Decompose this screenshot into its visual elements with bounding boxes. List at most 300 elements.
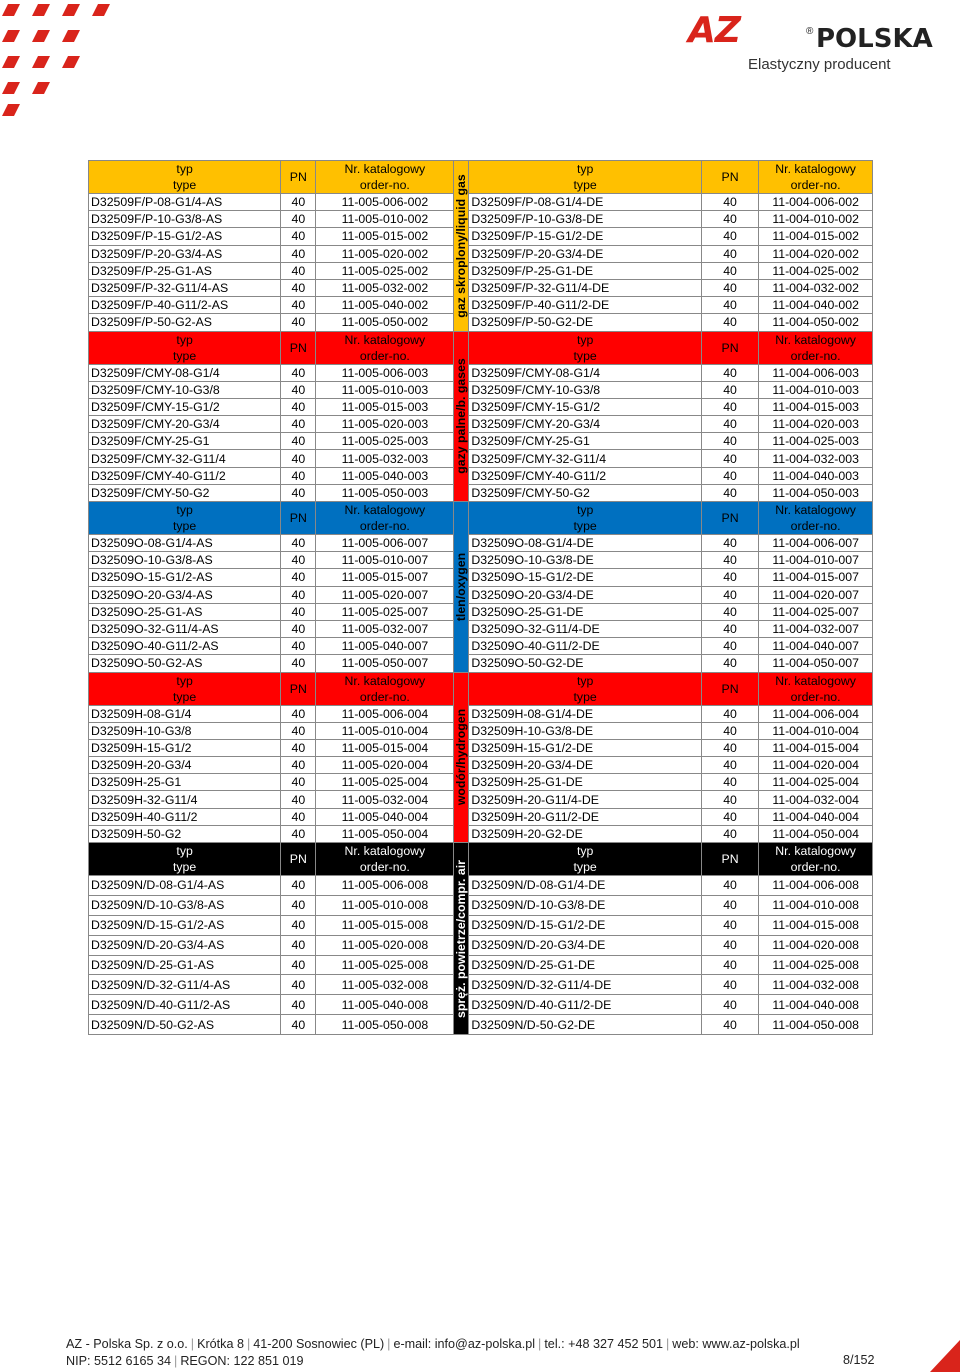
cell-order-no: 11-004-015-008 — [759, 915, 873, 935]
header-line: type — [172, 348, 197, 363]
header-pn — [701, 161, 758, 194]
header-order-no — [316, 843, 454, 876]
cell-pn: 40 — [701, 381, 758, 398]
cell-order-no: 11-004-050-008 — [759, 1015, 873, 1035]
header-order-no — [759, 843, 873, 876]
cell-order-no: 11-005-015-002 — [316, 228, 454, 245]
cell-pn: 40 — [281, 638, 316, 655]
cell-pn: 40 — [281, 915, 316, 935]
cell-type: D32509F/P-32-G11/4-AS — [89, 279, 281, 296]
side-label-text: spręż. powietrze/compr. air — [454, 859, 469, 1018]
cell-pn: 40 — [281, 569, 316, 586]
header-line: typ — [576, 503, 594, 517]
cell-type: D32509H-15-G1/2-DE — [469, 739, 701, 756]
header-line: order-no. — [359, 519, 410, 533]
table-row — [89, 552, 873, 569]
cell-order-no: 11-004-020-007 — [759, 586, 873, 603]
header-order-no — [759, 502, 873, 535]
page-footer — [66, 1336, 800, 1370]
section-side-label — [454, 843, 469, 1035]
cell-type: D32509O-25-G1-DE — [469, 603, 701, 620]
cell-type: D32509F/CMY-25-G1 — [89, 433, 281, 450]
table-row — [89, 757, 873, 774]
cell-order-no: 11-004-006-003 — [759, 364, 873, 381]
header-line: order-no. — [790, 689, 841, 704]
cell-pn: 40 — [281, 935, 316, 955]
cell-pn: 40 — [281, 586, 316, 603]
cell-order-no: 11-005-006-007 — [316, 535, 454, 552]
cell-order-no: 11-004-050-003 — [759, 484, 873, 501]
header-pn — [701, 843, 758, 876]
cell-type: D32509F/P-08-G1/4-DE — [469, 194, 701, 211]
header-order-no — [316, 331, 454, 364]
table-row — [89, 450, 873, 467]
footer-nip: NIP: 5512 6165 34 — [66, 1354, 172, 1368]
header-line: Nr. katalogowy — [344, 162, 426, 176]
cell-type: D32509O-15-G1/2-AS — [89, 569, 281, 586]
cell-order-no: 11-005-006-002 — [316, 194, 454, 211]
header-type — [469, 161, 701, 194]
cell-order-no: 11-005-040-003 — [316, 467, 454, 484]
cell-pn: 40 — [281, 808, 316, 825]
header-line: type — [573, 348, 597, 363]
cell-type: D32509N/D-20-G3/4-AS — [89, 935, 281, 955]
cell-type: D32509N/D-32-G11/4-DE — [469, 975, 701, 995]
header-type — [469, 502, 701, 535]
cell-order-no: 11-005-025-003 — [316, 433, 454, 450]
cell-type: D32509H-25-G1-DE — [469, 774, 701, 791]
table-row — [89, 808, 873, 825]
cell-pn: 40 — [281, 228, 316, 245]
cell-order-no: 11-005-050-008 — [316, 1015, 454, 1035]
header-line: order-no. — [359, 178, 410, 192]
cell-order-no: 11-005-015-007 — [316, 569, 454, 586]
cell-order-no: 11-004-032-007 — [759, 620, 873, 637]
cell-pn: 40 — [701, 535, 758, 552]
cell-order-no: 11-005-050-002 — [316, 314, 454, 331]
table-row — [89, 262, 873, 279]
header-line: Nr. katalogowy — [344, 503, 426, 517]
cell-pn: 40 — [281, 467, 316, 484]
cell-type: D32509H-08-G1/4-DE — [469, 705, 701, 722]
cell-type: D32509F/CMY-40-G11/2 — [89, 467, 281, 484]
cell-order-no: 11-005-015-008 — [316, 915, 454, 935]
logo-registered-mark: ® — [806, 26, 814, 37]
cell-pn: 40 — [701, 262, 758, 279]
table-row — [89, 433, 873, 450]
cell-pn: 40 — [701, 955, 758, 975]
cell-order-no: 11-004-015-002 — [759, 228, 873, 245]
cell-order-no: 11-004-020-008 — [759, 935, 873, 955]
cell-pn: 40 — [281, 825, 316, 842]
cell-pn: 40 — [701, 297, 758, 314]
header-line: typ — [176, 844, 193, 858]
header-line: Nr. katalogowy — [344, 673, 426, 688]
header-pn — [281, 502, 316, 535]
cell-type: D32509F/CMY-25-G1 — [469, 433, 701, 450]
cell-type: D32509F/CMY-32-G11/4 — [89, 450, 281, 467]
table-row — [89, 655, 873, 672]
cell-order-no: 11-004-010-003 — [759, 381, 873, 398]
table-row — [89, 955, 873, 975]
cell-pn: 40 — [701, 245, 758, 262]
cell-type: D32509F/P-08-G1/4-AS — [89, 194, 281, 211]
header-line: typ — [176, 162, 193, 176]
az-polska-logo — [688, 10, 933, 80]
cell-order-no: 11-004-010-002 — [759, 211, 873, 228]
cell-order-no: 11-004-032-002 — [759, 279, 873, 296]
header-type — [469, 672, 701, 705]
header-order-no — [759, 672, 873, 705]
table-row — [89, 995, 873, 1015]
cell-type: D32509H-50-G2 — [89, 825, 281, 842]
cell-type: D32509H-20-G2-DE — [469, 825, 701, 842]
cell-type: D32509F/P-10-G3/8-DE — [469, 211, 701, 228]
cell-type: D32509F/P-15-G1/2-AS — [89, 228, 281, 245]
cell-type: D32509O-08-G1/4-DE — [469, 535, 701, 552]
table-row — [89, 569, 873, 586]
cell-pn: 40 — [701, 1015, 758, 1035]
cell-type: D32509O-15-G1/2-DE — [469, 569, 701, 586]
cell-pn: 40 — [701, 586, 758, 603]
table-row — [89, 297, 873, 314]
cell-pn: 40 — [281, 552, 316, 569]
cell-order-no: 11-005-010-008 — [316, 895, 454, 915]
cell-order-no: 11-005-040-007 — [316, 638, 454, 655]
table-row — [89, 620, 873, 637]
header-pn — [701, 672, 758, 705]
cell-type: D32509F/CMY-15-G1/2 — [89, 398, 281, 415]
cell-pn: 40 — [281, 620, 316, 637]
cell-order-no: 11-004-032-003 — [759, 450, 873, 467]
cell-type: D32509F/CMY-50-G2 — [469, 484, 701, 501]
header-line: Nr. katalogowy — [775, 162, 856, 176]
cell-type: D32509N/D-08-G1/4-AS — [89, 876, 281, 896]
cell-pn: 40 — [701, 655, 758, 672]
footer-email: e-mail: info@az-polska.pl — [393, 1337, 536, 1351]
header-text: PN — [721, 511, 739, 525]
table-row — [89, 638, 873, 655]
cell-type: D32509F/CMY-32-G11/4 — [469, 450, 701, 467]
header-type — [469, 331, 701, 364]
cell-type: D32509F/P-20-G3/4-DE — [469, 245, 701, 262]
cell-pn: 40 — [281, 876, 316, 896]
cell-type: D32509N/D-15-G1/2-DE — [469, 915, 701, 935]
cell-order-no: 11-004-040-007 — [759, 638, 873, 655]
table-row — [89, 467, 873, 484]
cell-pn: 40 — [701, 279, 758, 296]
cell-pn: 40 — [281, 535, 316, 552]
cell-order-no: 11-005-020-004 — [316, 757, 454, 774]
header-line: Nr. katalogowy — [344, 332, 426, 347]
cell-type: D32509O-32-G11/4-DE — [469, 620, 701, 637]
cell-order-no: 11-005-020-003 — [316, 416, 454, 433]
cell-type: D32509N/D-20-G3/4-DE — [469, 935, 701, 955]
cell-pn: 40 — [701, 975, 758, 995]
cell-pn: 40 — [701, 314, 758, 331]
cell-order-no: 11-004-040-002 — [759, 297, 873, 314]
cell-order-no: 11-005-040-004 — [316, 808, 454, 825]
cell-order-no: 11-004-006-004 — [759, 705, 873, 722]
side-label-text: gaz skroplony/liquid gas — [454, 174, 469, 318]
table-row — [89, 398, 873, 415]
cell-order-no: 11-005-025-004 — [316, 774, 454, 791]
cell-order-no: 11-004-020-004 — [759, 757, 873, 774]
cell-type: D32509F/P-20-G3/4-AS — [89, 245, 281, 262]
header-line: order-no. — [790, 348, 841, 363]
header-line: Nr. katalogowy — [775, 503, 856, 517]
cell-pn: 40 — [281, 245, 316, 262]
table-row — [89, 603, 873, 620]
cell-pn: 40 — [701, 620, 758, 637]
header-line: order-no. — [790, 519, 841, 533]
cell-pn: 40 — [701, 757, 758, 774]
cell-pn: 40 — [701, 569, 758, 586]
cell-pn: 40 — [281, 603, 316, 620]
section-side-label — [454, 502, 469, 673]
header-text: PN — [721, 340, 739, 355]
header-line: typ — [576, 673, 594, 688]
table-row — [89, 895, 873, 915]
header-line: type — [573, 178, 597, 192]
cell-order-no: 11-005-040-008 — [316, 995, 454, 1015]
section-side-label — [454, 161, 469, 332]
table-row — [89, 791, 873, 808]
cell-pn: 40 — [281, 975, 316, 995]
cell-order-no: 11-004-010-004 — [759, 722, 873, 739]
cell-type: D32509N/D-15-G1/2-AS — [89, 915, 281, 935]
header-type — [469, 843, 701, 876]
cell-order-no: 11-004-025-007 — [759, 603, 873, 620]
table-row — [89, 975, 873, 995]
cell-pn: 40 — [701, 935, 758, 955]
catalog-table — [88, 160, 873, 1035]
cell-pn: 40 — [701, 552, 758, 569]
header-pn — [701, 331, 758, 364]
cell-order-no: 11-005-006-004 — [316, 705, 454, 722]
side-label-text: tlen/oxygen — [454, 552, 469, 621]
cell-pn: 40 — [281, 262, 316, 279]
footer-line-2: NIP: 5512 6165 34 | REGON: 122 851 019 — [66, 1354, 304, 1368]
cell-pn: 40 — [701, 638, 758, 655]
cell-pn: 40 — [701, 895, 758, 915]
cell-type: D32509F/P-40-G11/2-DE — [469, 297, 701, 314]
cell-pn: 40 — [281, 398, 316, 415]
cell-order-no: 11-005-050-004 — [316, 825, 454, 842]
cell-type: D32509H-20-G11/4-DE — [469, 791, 701, 808]
header-line: typ — [576, 844, 594, 858]
cell-pn: 40 — [281, 995, 316, 1015]
cell-order-no: 11-004-020-003 — [759, 416, 873, 433]
cell-pn: 40 — [701, 705, 758, 722]
cell-type: D32509F/P-32-G11/4-DE — [469, 279, 701, 296]
cell-type: D32509H-08-G1/4 — [89, 705, 281, 722]
cell-type: D32509H-40-G11/2 — [89, 808, 281, 825]
header-line: type — [172, 519, 197, 533]
header-pn — [281, 161, 316, 194]
header-text: PN — [721, 852, 739, 866]
cell-order-no: 11-005-032-007 — [316, 620, 454, 637]
cell-pn: 40 — [281, 450, 316, 467]
table-row — [89, 279, 873, 296]
cell-pn: 40 — [701, 467, 758, 484]
cell-order-no: 11-004-025-004 — [759, 774, 873, 791]
cell-pn: 40 — [701, 433, 758, 450]
header-line: order-no. — [359, 860, 410, 874]
cell-type: D32509O-10-G3/8-AS — [89, 552, 281, 569]
cell-pn: 40 — [701, 194, 758, 211]
section-header-row — [89, 331, 873, 364]
section-side-label — [454, 331, 469, 502]
cell-pn: 40 — [701, 603, 758, 620]
cell-order-no: 11-004-020-002 — [759, 245, 873, 262]
cell-type: D32509F/P-10-G3/8-AS — [89, 211, 281, 228]
header-line: Nr. katalogowy — [775, 332, 856, 347]
cell-pn: 40 — [701, 808, 758, 825]
cell-type: D32509O-20-G3/4-AS — [89, 586, 281, 603]
cell-pn: 40 — [701, 450, 758, 467]
cell-order-no: 11-005-006-003 — [316, 364, 454, 381]
cell-pn: 40 — [701, 211, 758, 228]
header-line: order-no. — [790, 860, 841, 874]
header-line: order-no. — [359, 348, 410, 363]
cell-pn: 40 — [281, 757, 316, 774]
header-line: type — [573, 689, 597, 704]
header-text: PN — [721, 681, 739, 696]
corner-stripe-icon — [930, 1340, 960, 1372]
logo-tagline: Elastyczny producent — [748, 56, 891, 73]
footer-regon: REGON: 122 851 019 — [180, 1354, 304, 1368]
cell-type: D32509F/P-40-G11/2-AS — [89, 297, 281, 314]
header-type — [89, 672, 281, 705]
table-row — [89, 211, 873, 228]
table-row — [89, 876, 873, 896]
cell-order-no: 11-004-010-007 — [759, 552, 873, 569]
cell-pn: 40 — [701, 915, 758, 935]
cell-pn: 40 — [701, 364, 758, 381]
cell-type: D32509O-40-G11/2-DE — [469, 638, 701, 655]
cell-pn: 40 — [701, 774, 758, 791]
table-row — [89, 935, 873, 955]
header-type — [89, 331, 281, 364]
cell-pn: 40 — [281, 895, 316, 915]
header-text: PN — [721, 170, 739, 184]
cell-pn: 40 — [701, 484, 758, 501]
cell-pn: 40 — [701, 995, 758, 1015]
cell-pn: 40 — [281, 381, 316, 398]
side-label-text: gazy palne/b. gases — [454, 358, 469, 474]
cell-type: D32509O-20-G3/4-DE — [469, 586, 701, 603]
cell-order-no: 11-004-050-004 — [759, 825, 873, 842]
cell-order-no: 11-005-006-008 — [316, 876, 454, 896]
cell-type: D32509O-40-G11/2-AS — [89, 638, 281, 655]
cell-type: D32509N/D-08-G1/4-DE — [469, 876, 701, 896]
footer-city: 41-200 Sosnowiec (PL) — [253, 1337, 385, 1351]
section-header-row — [89, 161, 873, 194]
cell-type: D32509N/D-10-G3/8-AS — [89, 895, 281, 915]
cell-order-no: 11-004-006-002 — [759, 194, 873, 211]
cell-type: D32509H-32-G11/4 — [89, 791, 281, 808]
table-row — [89, 194, 873, 211]
header-line: type — [573, 860, 597, 874]
cell-order-no: 11-005-032-008 — [316, 975, 454, 995]
cell-order-no: 11-004-050-007 — [759, 655, 873, 672]
table-row — [89, 705, 873, 722]
cell-order-no: 11-004-040-003 — [759, 467, 873, 484]
cell-order-no: 11-005-032-003 — [316, 450, 454, 467]
cell-type: D32509N/D-40-G11/2-DE — [469, 995, 701, 1015]
cell-pn: 40 — [701, 416, 758, 433]
header-order-no — [316, 502, 454, 535]
cell-type: D32509F/CMY-08-G1/4 — [89, 364, 281, 381]
cell-order-no: 11-004-032-008 — [759, 975, 873, 995]
cell-pn: 40 — [701, 722, 758, 739]
header-order-no — [316, 161, 454, 194]
header-line: type — [172, 860, 197, 874]
footer-phone: tel.: +48 327 452 501 — [544, 1337, 664, 1351]
table-row — [89, 416, 873, 433]
cell-type: D32509F/CMY-15-G1/2 — [469, 398, 701, 415]
cell-pn: 40 — [281, 433, 316, 450]
cell-pn: 40 — [281, 364, 316, 381]
cell-pn: 40 — [701, 739, 758, 756]
cell-order-no: 11-004-040-004 — [759, 808, 873, 825]
header-text: PN — [289, 340, 307, 355]
cell-pn: 40 — [701, 228, 758, 245]
cell-order-no: 11-005-020-002 — [316, 245, 454, 262]
cell-pn: 40 — [281, 774, 316, 791]
cell-order-no: 11-004-040-008 — [759, 995, 873, 1015]
cell-type: D32509O-50-G2-DE — [469, 655, 701, 672]
header-line: order-no. — [359, 689, 410, 704]
header-order-no — [759, 161, 873, 194]
cell-type: D32509F/CMY-08-G1/4 — [469, 364, 701, 381]
cell-order-no: 11-005-025-008 — [316, 955, 454, 975]
header-text: PN — [289, 681, 307, 696]
header-type — [89, 161, 281, 194]
cell-type: D32509O-32-G11/4-AS — [89, 620, 281, 637]
cell-order-no: 11-005-040-002 — [316, 297, 454, 314]
header-type — [89, 843, 281, 876]
cell-order-no: 11-004-025-003 — [759, 433, 873, 450]
cell-order-no: 11-004-006-008 — [759, 876, 873, 896]
cell-pn: 40 — [701, 791, 758, 808]
footer-street: Krótka 8 — [197, 1337, 244, 1351]
footer-line-1: AZ - Polska Sp. z o.o. | Krótka 8 | 41-200 Sosnowiec (PL) | e-mail: info@az-polska.pl | tel.: +48 327 452 501 | web: www.az-polska.pl — [66, 1337, 800, 1351]
header-line: typ — [176, 332, 193, 347]
table-row — [89, 228, 873, 245]
header-line: type — [172, 178, 197, 192]
cell-type: D32509F/CMY-10-G3/8 — [469, 381, 701, 398]
cell-type: D32509F/CMY-10-G3/8 — [89, 381, 281, 398]
table-row — [89, 722, 873, 739]
cell-type: D32509O-50-G2-AS — [89, 655, 281, 672]
cell-order-no: 11-004-010-008 — [759, 895, 873, 915]
cell-order-no: 11-005-050-007 — [316, 655, 454, 672]
cell-type: D32509H-20-G3/4 — [89, 757, 281, 774]
cell-order-no: 11-004-015-003 — [759, 398, 873, 415]
cell-type: D32509F/P-25-G1-AS — [89, 262, 281, 279]
cell-type: D32509N/D-25-G1-AS — [89, 955, 281, 975]
logo-brand: AZ — [688, 10, 740, 51]
header-line: Nr. katalogowy — [775, 673, 856, 688]
table-row — [89, 739, 873, 756]
cell-order-no: 11-005-010-007 — [316, 552, 454, 569]
cell-type: D32509H-10-G3/8-DE — [469, 722, 701, 739]
cell-pn: 40 — [281, 739, 316, 756]
section-header-row — [89, 843, 873, 876]
cell-order-no: 11-004-015-004 — [759, 739, 873, 756]
